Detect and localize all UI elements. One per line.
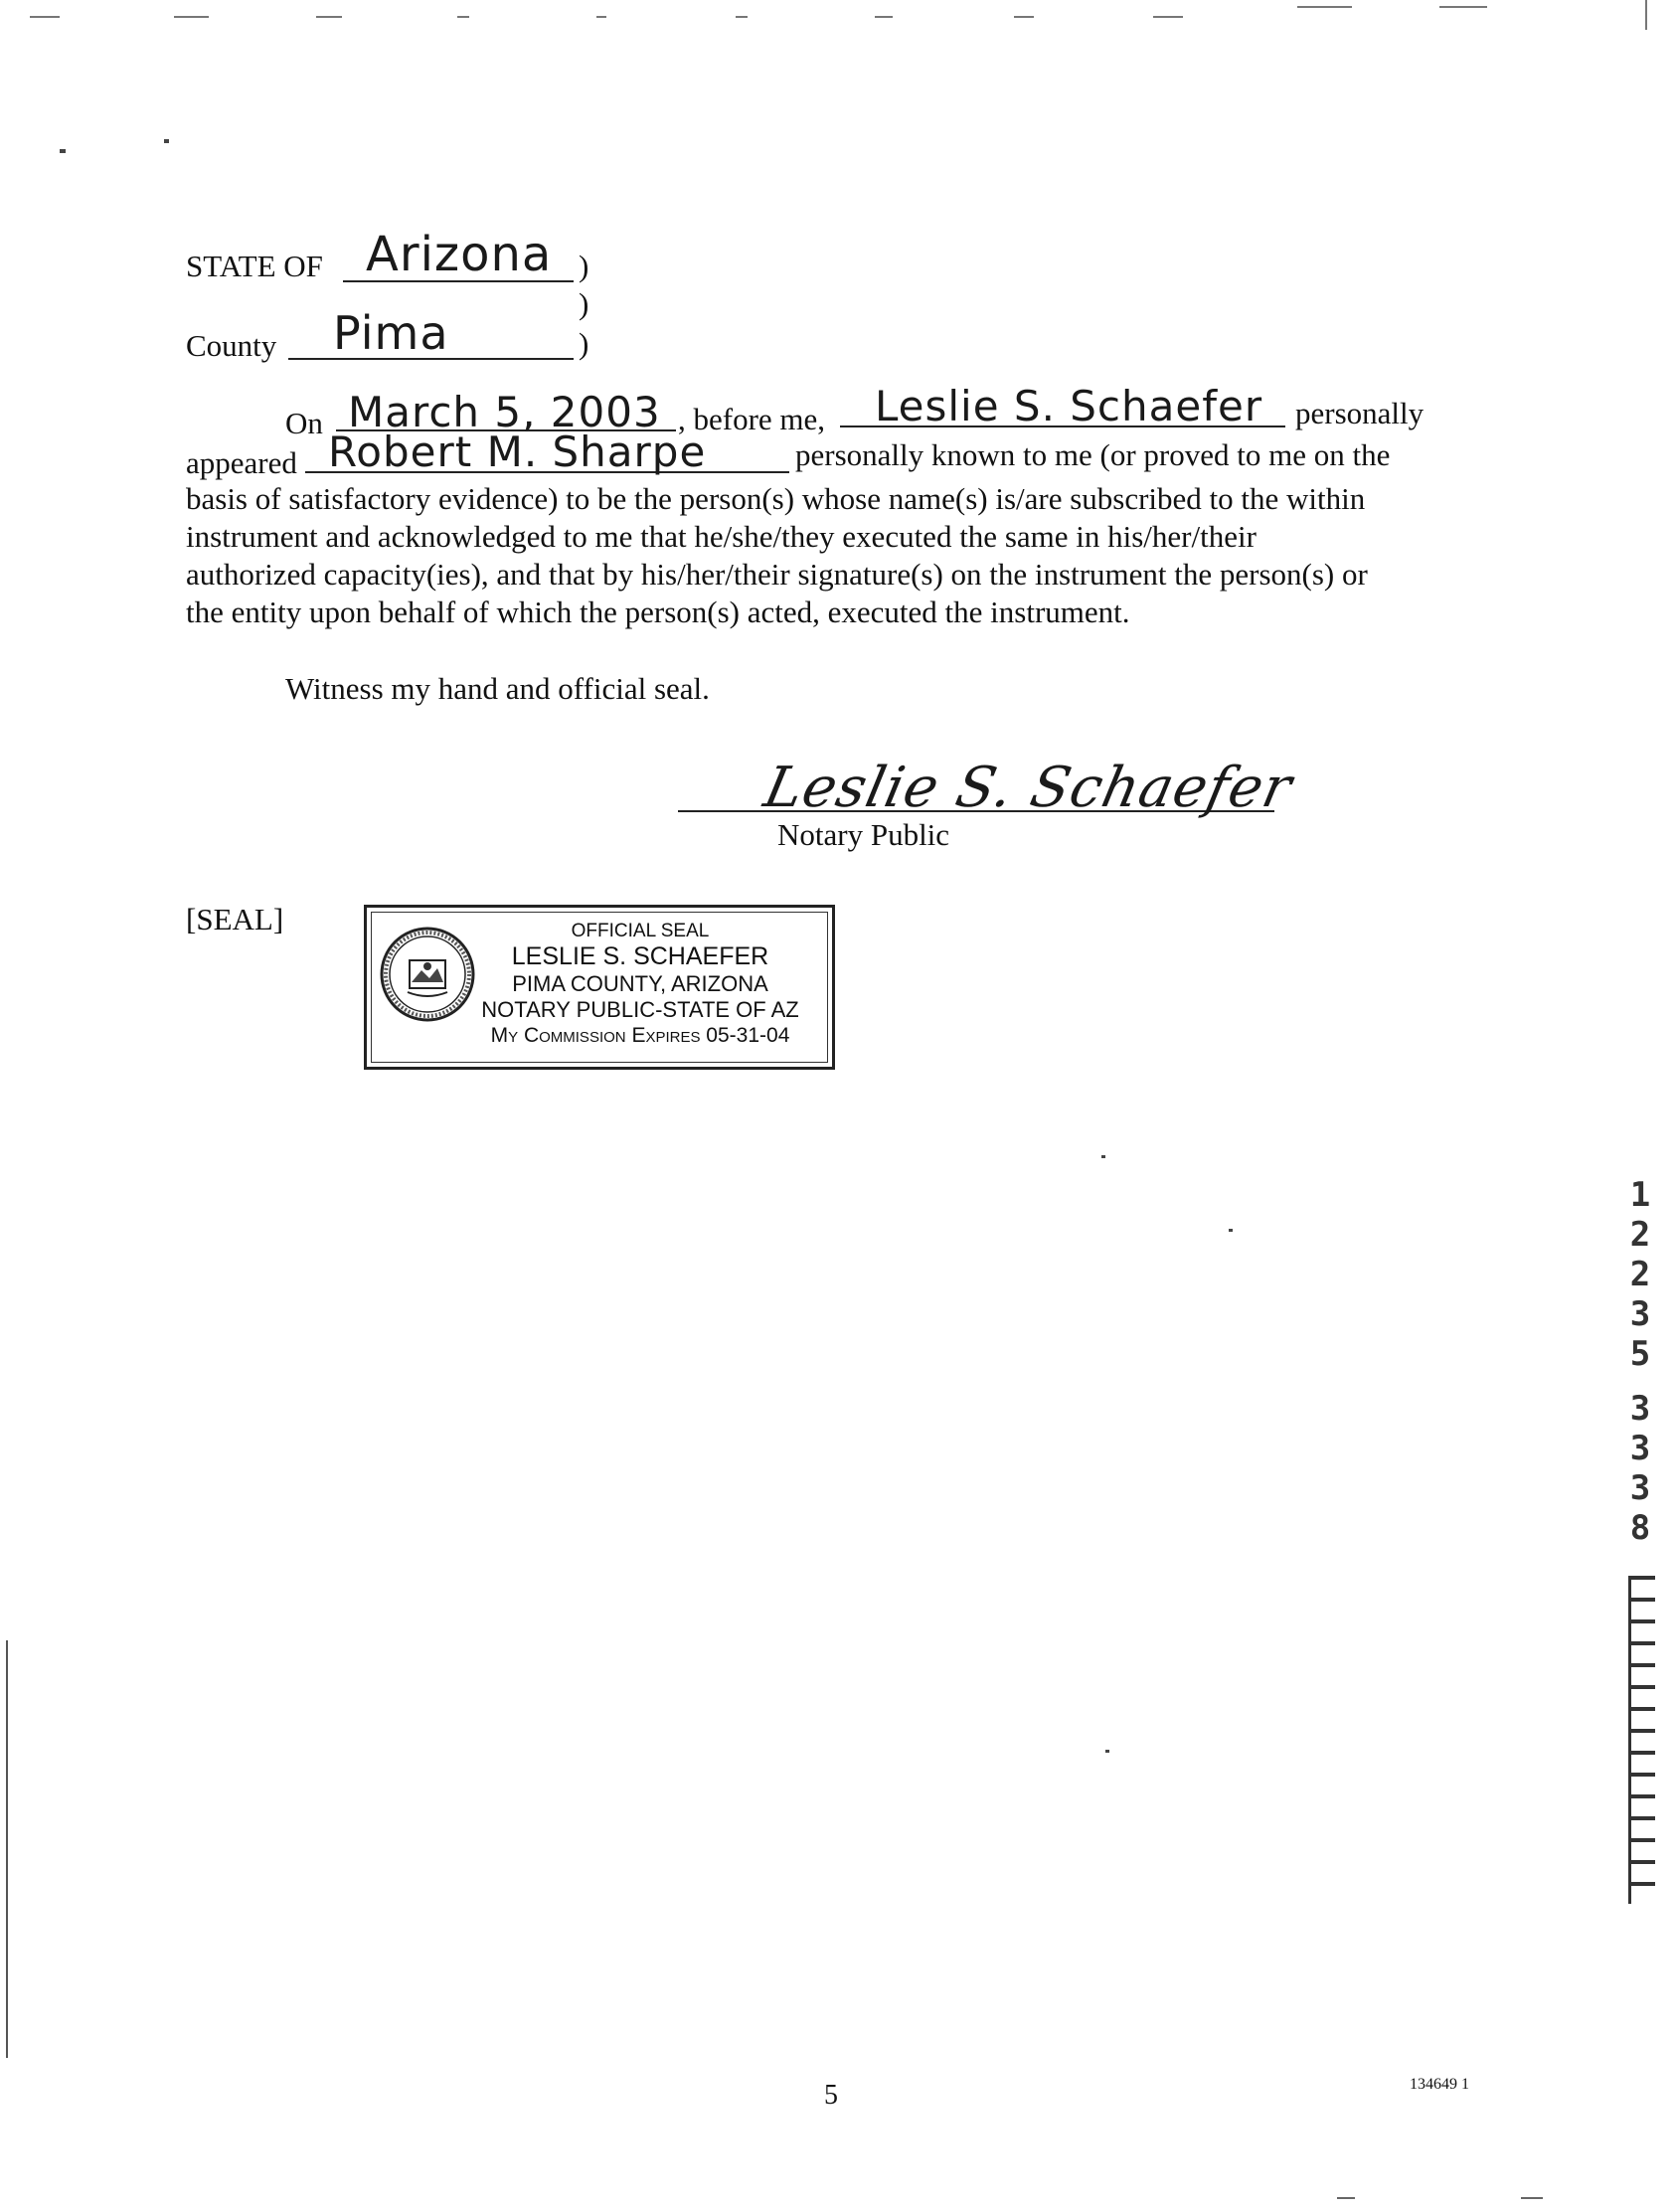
notary-name-handwritten: Leslie S. Schaefer <box>875 382 1263 430</box>
seal-text-block <box>471 921 809 1049</box>
ack-line-2: basis of satisfactory evidence) to be the person(s) whose name(s) is/are subscribed to the within <box>186 481 1366 516</box>
scan-speck <box>1101 1155 1105 1158</box>
date-handwritten: March 5, 2003 <box>348 388 661 436</box>
stamp-digit: 3 <box>1629 1429 1651 1468</box>
official-seal-stamp <box>364 905 835 1070</box>
seal-line-commission-expires: My Commission Expires 05-31-04 <box>490 1024 790 1047</box>
ack-line-4: authorized capacity(ies), and that by his/her/their signature(s) on the instrument the person(s) or <box>186 557 1368 592</box>
venue-paren-middle: ) <box>579 286 589 321</box>
stamp-digit: 5 <box>1629 1334 1651 1374</box>
stamp-digit: 3 <box>1629 1468 1651 1508</box>
notary-public-caption: Notary Public <box>777 817 950 852</box>
seal-label: [SEAL] <box>186 902 284 936</box>
seal-line-notary-state: NOTARY PUBLIC-STATE OF AZ <box>481 997 799 1022</box>
notary-signature <box>758 756 1298 820</box>
appeared-label: appeared <box>186 445 297 480</box>
state-paren: ) <box>579 249 589 283</box>
stamp-digit: 2 <box>1629 1215 1651 1255</box>
county-handwritten-value: Pima <box>333 306 449 360</box>
seal-line-county: PIMA COUNTY, ARIZONA <box>512 971 768 996</box>
on-label: On <box>285 406 323 440</box>
arizona-state-seal-emblem <box>378 925 477 1024</box>
scan-left-edge-line <box>6 1640 8 2058</box>
scan-speck <box>1105 1750 1109 1753</box>
county-label: County <box>186 328 277 363</box>
scan-speck <box>60 149 66 153</box>
scan-bottom-dash <box>1521 2197 1543 2199</box>
seal-line-notary-name: LESLIE S. SCHAEFER <box>511 942 769 970</box>
recording-number-stamp <box>1620 1175 1660 1934</box>
ack-line-5: the entity upon behalf of which the person(s) acted, executed the instrument. <box>186 595 1130 629</box>
document-id: 134649 1 <box>1410 2076 1469 2093</box>
seal-inner-border <box>371 912 828 1063</box>
state-handwritten-value: Arizona <box>366 227 553 282</box>
scan-speck <box>164 139 169 143</box>
before-me-text: , before me, <box>678 402 826 436</box>
stamp-digit: 3 <box>1629 1294 1651 1334</box>
page-number: 5 <box>824 2080 838 2111</box>
stamp-digit: 1 <box>1629 1175 1651 1215</box>
stamp-digit: 8 <box>1629 1508 1651 1548</box>
signature-handwriting: Leslie S. Schaefer <box>758 756 1298 820</box>
witness-statement: Witness my hand and official seal. <box>285 671 710 706</box>
stamp-digit: 3 <box>1629 1389 1651 1429</box>
scan-speck <box>1229 1229 1233 1232</box>
personally-text: personally <box>1295 396 1425 430</box>
stamp-digit: 2 <box>1629 1255 1651 1294</box>
stamp-barcode-marks <box>1628 1576 1655 1904</box>
signer-name-handwritten: Robert M. Sharpe <box>328 427 707 476</box>
scan-bottom-dash <box>1337 2197 1355 2199</box>
county-paren: ) <box>579 326 589 361</box>
ack-line-1-rest: personally known to me (or proved to me on the <box>795 437 1391 472</box>
state-label: STATE OF <box>186 249 323 283</box>
scan-edge-marks <box>0 0 1677 40</box>
ack-line-3: instrument and acknowledged to me that he/she/they executed the same in his/her/their <box>186 519 1257 554</box>
seal-line-official-seal: OFFICIAL SEAL <box>571 921 710 941</box>
